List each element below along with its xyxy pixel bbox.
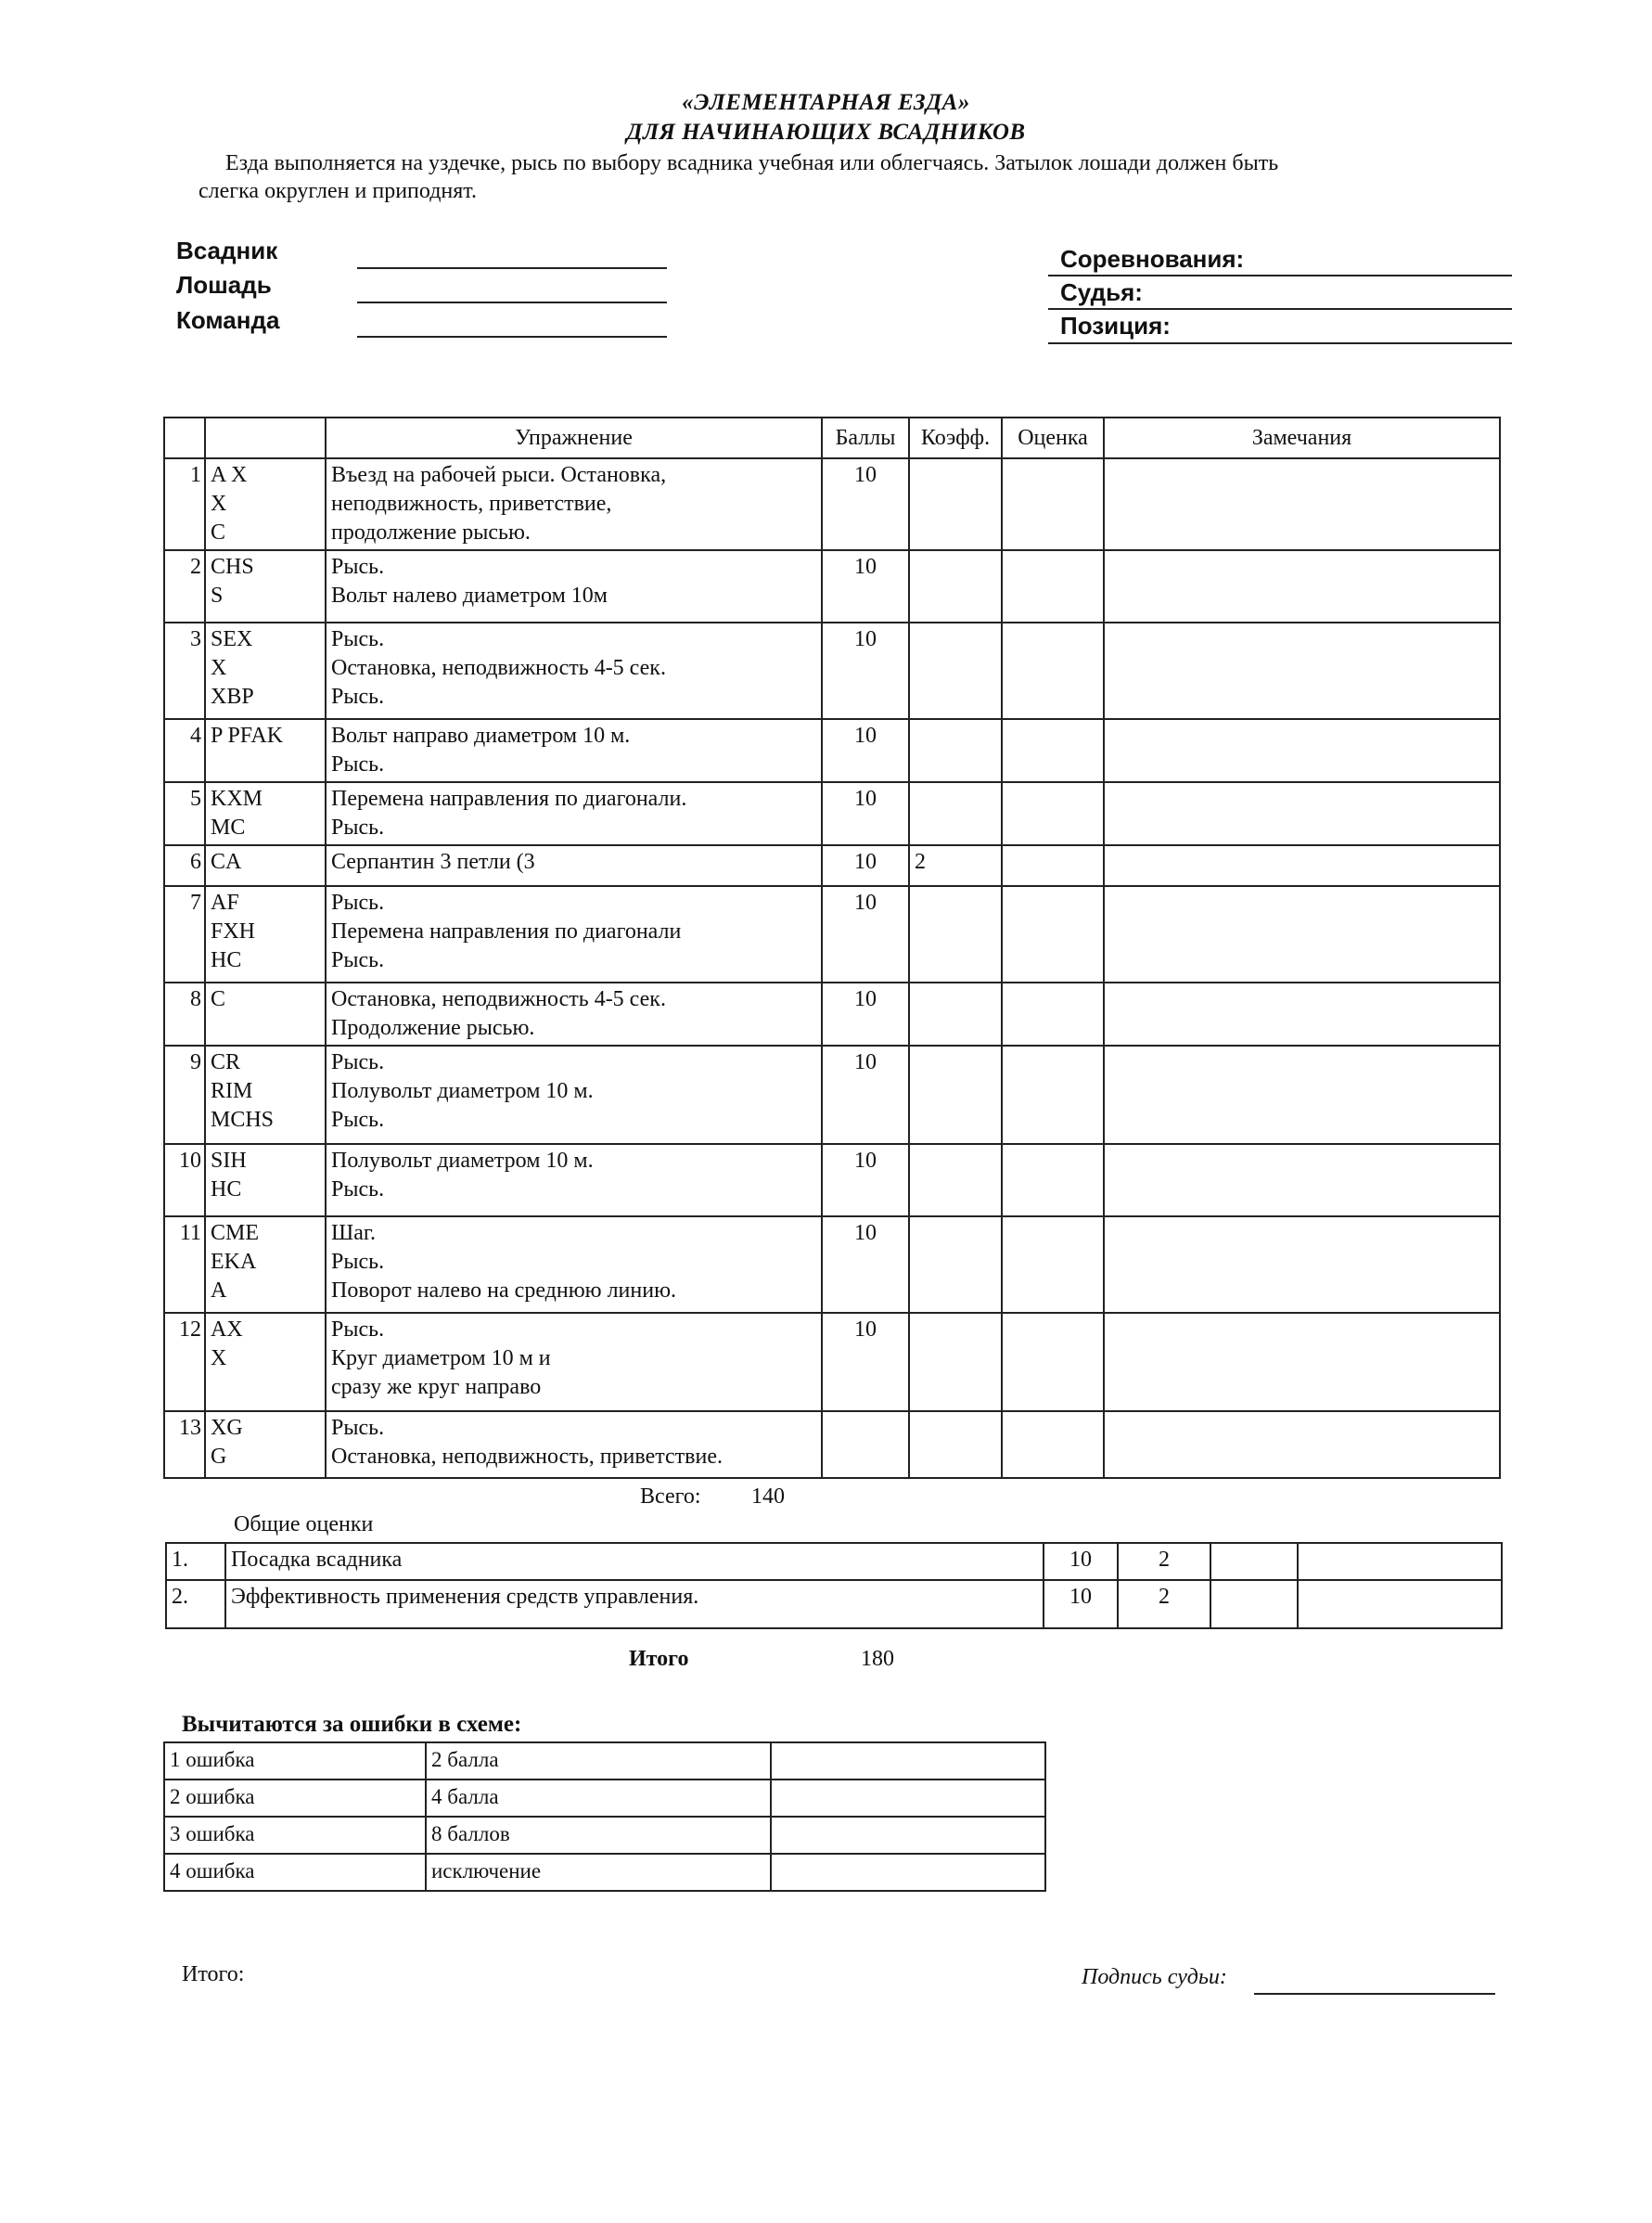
exercise-line: Рысь. <box>331 1416 385 1440</box>
coef-cell <box>909 1313 1002 1411</box>
arena-letters <box>205 623 326 719</box>
exercise-description <box>326 623 822 719</box>
arena-letter-line: CHS <box>211 555 254 579</box>
general-mark-coef: 2 <box>1118 1543 1210 1580</box>
arena-letter-line: HC <box>211 1177 242 1201</box>
general-mark-score[interactable] <box>1210 1580 1298 1628</box>
points-cell: 10 <box>822 1046 909 1144</box>
exercise-line: Остановка, неподвижность 4-5 сек. <box>331 987 666 1011</box>
exercise-line: Остановка, неподвижность, приветствие. <box>331 1445 723 1469</box>
arena-letter-line: XG <box>211 1416 243 1440</box>
exercise-line: Вольт налево диаметром 10м <box>331 584 608 608</box>
error-penalty: 4 балла <box>426 1780 771 1817</box>
exercise-line: неподвижность, приветствие, <box>331 492 612 516</box>
exercise-description <box>326 1411 822 1478</box>
arena-letter-line: SIH <box>211 1149 247 1173</box>
arena-letter-line: AF <box>211 891 239 915</box>
arena-letter-line: RIM <box>211 1079 253 1103</box>
exercise-description <box>326 845 822 886</box>
general-mark-row <box>166 1580 1502 1628</box>
general-mark-text: Эффективность применения средств управления. <box>225 1580 1044 1628</box>
arena-letter-line: X <box>211 656 227 680</box>
arena-letter-line: X <box>211 492 227 516</box>
table-row <box>164 719 1500 782</box>
exercise-number: 11 <box>164 1216 205 1313</box>
points-cell: 10 <box>822 1313 909 1411</box>
arena-letter-line: P PFAK <box>211 724 284 748</box>
horse-label: Лошадь <box>176 271 272 299</box>
table-row <box>164 1046 1500 1144</box>
scoring-table <box>163 417 1501 1479</box>
arena-letters <box>205 1046 326 1144</box>
exercise-line: Остановка, неподвижность 4-5 сек. <box>331 656 666 680</box>
document-title-line-2: ДЛЯ НАЧИНАЮЩИХ ВСАДНИКОВ <box>626 120 1026 145</box>
exercise-line: Перемена направления по диагонали <box>331 919 682 944</box>
exercise-description <box>326 886 822 983</box>
score-cell[interactable] <box>1002 886 1104 983</box>
error-count: 3 ошибка <box>164 1817 426 1854</box>
points-cell: 10 <box>822 719 909 782</box>
error-penalty: 2 балла <box>426 1742 771 1780</box>
error-mark-cell[interactable] <box>771 1854 1045 1891</box>
score-cell[interactable] <box>1002 458 1104 550</box>
exercise-description <box>326 983 822 1046</box>
table-row <box>164 1411 1500 1478</box>
remarks-cell[interactable] <box>1104 1144 1500 1216</box>
exercise-line: Рысь. <box>331 816 385 840</box>
coef-cell <box>909 1411 1002 1478</box>
table-row <box>164 1216 1500 1313</box>
score-cell[interactable] <box>1002 983 1104 1046</box>
arena-letter-line: S <box>211 584 224 608</box>
score-cell[interactable] <box>1002 1216 1104 1313</box>
header-points: Баллы <box>822 418 909 458</box>
exercise-number: 4 <box>164 719 205 782</box>
arena-letter-line: X <box>211 1346 227 1370</box>
exercise-line: Рысь. <box>331 685 385 709</box>
intro-line-1: Езда выполняется на уздечке, рысь по выбору всадника учебная или облегчаясь. Затылок лошади должен быть <box>225 151 1279 175</box>
competition-label: Соревнования: <box>1060 245 1245 273</box>
exercise-line: Перемена направления по диагонали. <box>331 787 687 811</box>
exercise-line: Поворот налево на среднюю линию. <box>331 1279 677 1303</box>
exercise-line: Продолжение рысью. <box>331 1016 535 1040</box>
exercise-number: 12 <box>164 1313 205 1411</box>
remarks-cell[interactable] <box>1104 1411 1500 1478</box>
score-cell[interactable] <box>1002 623 1104 719</box>
itogo-label: Итого <box>629 1647 689 1671</box>
exercise-line: Шаг. <box>331 1221 376 1245</box>
arena-letter-line: FXH <box>211 919 256 944</box>
footer-itogo: Итого: <box>182 1962 245 1986</box>
arena-letter-line: SEX <box>211 627 253 651</box>
arena-letter-line: CME <box>211 1221 260 1245</box>
exercise-line: Рысь. <box>331 891 385 915</box>
table-row <box>164 623 1500 719</box>
arena-letter-line: AX <box>211 1317 243 1342</box>
exercise-line: Рысь. <box>331 1050 385 1074</box>
table-row <box>164 550 1500 623</box>
exercise-line: Въезд на рабочей рыси. Остановка, <box>331 463 667 487</box>
team-label: Команда <box>176 306 280 334</box>
exercise-number: 5 <box>164 782 205 845</box>
points-cell: 10 <box>822 886 909 983</box>
header-remarks: Замечания <box>1104 418 1500 458</box>
coef-cell <box>909 1216 1002 1313</box>
judge-label: Судья: <box>1060 278 1143 306</box>
intro-line-2: слегка округлен и приподнят. <box>198 179 477 203</box>
coef-cell <box>909 983 1002 1046</box>
position-label: Позиция: <box>1060 312 1171 340</box>
arena-letter-line: EKA <box>211 1250 257 1274</box>
exercise-description <box>326 550 822 623</box>
header-exercise: Упражнение <box>326 418 822 458</box>
general-mark-number: 1. <box>166 1543 225 1580</box>
error-count: 1 ошибка <box>164 1742 426 1780</box>
total-value: 140 <box>751 1484 785 1509</box>
errors-table <box>163 1741 1046 1892</box>
exercise-line: Круг диаметром 10 м и <box>331 1346 551 1370</box>
horse-field-line[interactable] <box>357 302 667 303</box>
exercise-line: Полувольт диаметром 10 м. <box>331 1079 594 1103</box>
exercise-description <box>326 1216 822 1313</box>
table-row <box>164 1144 1500 1216</box>
score-cell[interactable] <box>1002 1144 1104 1216</box>
coef-cell <box>909 458 1002 550</box>
remarks-cell[interactable] <box>1104 886 1500 983</box>
remarks-cell[interactable] <box>1104 983 1500 1046</box>
exercise-number: 8 <box>164 983 205 1046</box>
arena-letters <box>205 845 326 886</box>
exercise-line: Рысь. <box>331 627 385 651</box>
total-label: Всего: <box>640 1484 701 1509</box>
exercise-number: 3 <box>164 623 205 719</box>
remarks-cell[interactable] <box>1104 845 1500 886</box>
arena-letter-line: MC <box>211 816 246 840</box>
error-penalty: 8 баллов <box>426 1817 771 1854</box>
coef-cell <box>909 550 1002 623</box>
rider-label: Всадник <box>176 237 278 264</box>
exercise-description <box>326 1313 822 1411</box>
score-cell[interactable] <box>1002 550 1104 623</box>
points-cell: 10 <box>822 983 909 1046</box>
general-mark-points: 10 <box>1044 1580 1118 1628</box>
error-row <box>164 1780 1045 1817</box>
general-marks-title: Общие оценки <box>234 1512 374 1536</box>
coef-cell <box>909 1046 1002 1144</box>
coef-cell <box>909 623 1002 719</box>
remarks-cell[interactable] <box>1104 782 1500 845</box>
arena-letters <box>205 983 326 1046</box>
arena-letters <box>205 886 326 983</box>
table-row <box>164 782 1500 845</box>
table-row <box>164 845 1500 886</box>
error-row <box>164 1817 1045 1854</box>
signature-line[interactable] <box>1254 1993 1495 1995</box>
errors-title: Вычитаются за ошибки в схеме: <box>182 1712 522 1737</box>
exercise-number: 13 <box>164 1411 205 1478</box>
exercise-line: Рысь. <box>331 1108 385 1132</box>
exercise-line: Рысь. <box>331 1317 385 1342</box>
arena-letter-line: MCHS <box>211 1108 275 1132</box>
exercise-description <box>326 1144 822 1216</box>
itogo-value: 180 <box>861 1647 894 1671</box>
header-score: Оценка <box>1002 418 1104 458</box>
exercise-line: Вольт направо диаметром 10 м. <box>331 724 631 748</box>
header-coef: Коэфф. <box>909 418 1002 458</box>
arena-letters <box>205 550 326 623</box>
error-mark-cell[interactable] <box>771 1742 1045 1780</box>
header-letters <box>205 418 326 458</box>
exercise-description <box>326 719 822 782</box>
arena-letters <box>205 782 326 845</box>
arena-letter-line: C <box>211 987 226 1011</box>
error-mark-cell[interactable] <box>771 1780 1045 1817</box>
arena-letters <box>205 1411 326 1478</box>
exercise-number: 2 <box>164 550 205 623</box>
points-cell: 10 <box>822 623 909 719</box>
exercise-description <box>326 1046 822 1144</box>
points-cell: 10 <box>822 782 909 845</box>
exercise-number: 7 <box>164 886 205 983</box>
remarks-cell[interactable] <box>1104 1216 1500 1313</box>
exercise-number: 1 <box>164 458 205 550</box>
remarks-cell[interactable] <box>1104 1313 1500 1411</box>
general-marks-table <box>165 1542 1503 1629</box>
exercise-line: Рысь. <box>331 752 385 777</box>
table-row <box>164 983 1500 1046</box>
exercise-number: 10 <box>164 1144 205 1216</box>
exercise-line: сразу же круг направо <box>331 1375 542 1399</box>
competition-field-line[interactable] <box>1048 275 1512 276</box>
rider-field-line[interactable] <box>357 267 667 269</box>
arena-letters <box>205 1216 326 1313</box>
error-mark-cell[interactable] <box>771 1817 1045 1854</box>
remarks-cell[interactable] <box>1104 550 1500 623</box>
arena-letter-line: C <box>211 520 226 545</box>
exercise-line: продолжение рысью. <box>331 520 531 545</box>
points-cell <box>822 1411 909 1478</box>
table-row <box>164 1313 1500 1411</box>
document-title-line-1: «ЭЛЕМЕНТАРНАЯ ЕЗДА» <box>682 90 970 115</box>
table-row <box>164 886 1500 983</box>
score-cell[interactable] <box>1002 1411 1104 1478</box>
general-mark-row <box>166 1543 1502 1580</box>
error-count: 4 ошибка <box>164 1854 426 1891</box>
exercise-description <box>326 458 822 550</box>
header-num <box>164 418 205 458</box>
points-cell: 10 <box>822 845 909 886</box>
score-cell[interactable] <box>1002 719 1104 782</box>
general-mark-text: Посадка всадника <box>225 1543 1044 1580</box>
team-field-line[interactable] <box>357 336 667 338</box>
general-mark-points: 10 <box>1044 1543 1118 1580</box>
score-cell[interactable] <box>1002 782 1104 845</box>
remarks-cell[interactable] <box>1104 623 1500 719</box>
position-field-line[interactable] <box>1048 342 1512 344</box>
scoring-table-header <box>164 418 1500 458</box>
coef-cell <box>909 719 1002 782</box>
exercise-description <box>326 782 822 845</box>
judge-field-line[interactable] <box>1048 308 1512 310</box>
general-mark-score[interactable] <box>1210 1543 1298 1580</box>
points-cell: 10 <box>822 550 909 623</box>
exercise-line: Рысь. <box>331 948 385 972</box>
exercise-line: Полувольт диаметром 10 м. <box>331 1149 594 1173</box>
error-count: 2 ошибка <box>164 1780 426 1817</box>
arena-letter-line: A <box>211 1279 227 1303</box>
general-mark-number: 2. <box>166 1580 225 1628</box>
coef-cell <box>909 1144 1002 1216</box>
points-cell: 10 <box>822 458 909 550</box>
general-mark-remarks[interactable] <box>1298 1580 1502 1628</box>
coef-cell <box>909 782 1002 845</box>
arena-letter-line: A X <box>211 463 248 487</box>
signature-label: Подпись судьи: <box>1082 1965 1227 1989</box>
remarks-cell[interactable] <box>1104 719 1500 782</box>
arena-letter-line: XBP <box>211 685 254 709</box>
exercise-line: Рысь. <box>331 555 385 579</box>
error-penalty: исключение <box>426 1854 771 1891</box>
arena-letter-line: CR <box>211 1050 241 1074</box>
exercise-number: 6 <box>164 845 205 886</box>
arena-letters <box>205 1313 326 1411</box>
exercise-number: 9 <box>164 1046 205 1144</box>
arena-letter-line: HC <box>211 948 242 972</box>
score-cell[interactable] <box>1002 845 1104 886</box>
coef-cell: 2 <box>909 845 1002 886</box>
general-mark-coef: 2 <box>1118 1580 1210 1628</box>
error-row <box>164 1854 1045 1891</box>
score-cell[interactable] <box>1002 1313 1104 1411</box>
remarks-cell[interactable] <box>1104 458 1500 550</box>
arena-letters <box>205 1144 326 1216</box>
table-row <box>164 458 1500 550</box>
arena-letter-line: KXM <box>211 787 263 811</box>
points-cell: 10 <box>822 1144 909 1216</box>
arena-letter-line: CA <box>211 850 242 874</box>
exercise-line: Серпантин 3 петли (3 <box>331 850 535 874</box>
error-row <box>164 1742 1045 1780</box>
general-mark-remarks[interactable] <box>1298 1543 1502 1580</box>
arena-letters <box>205 458 326 550</box>
exercise-line: Рысь. <box>331 1177 385 1201</box>
exercise-line: Рысь. <box>331 1250 385 1274</box>
coef-cell <box>909 886 1002 983</box>
arena-letters <box>205 719 326 782</box>
remarks-cell[interactable] <box>1104 1046 1500 1144</box>
arena-letter-line: G <box>211 1445 227 1469</box>
score-cell[interactable] <box>1002 1046 1104 1144</box>
points-cell: 10 <box>822 1216 909 1313</box>
